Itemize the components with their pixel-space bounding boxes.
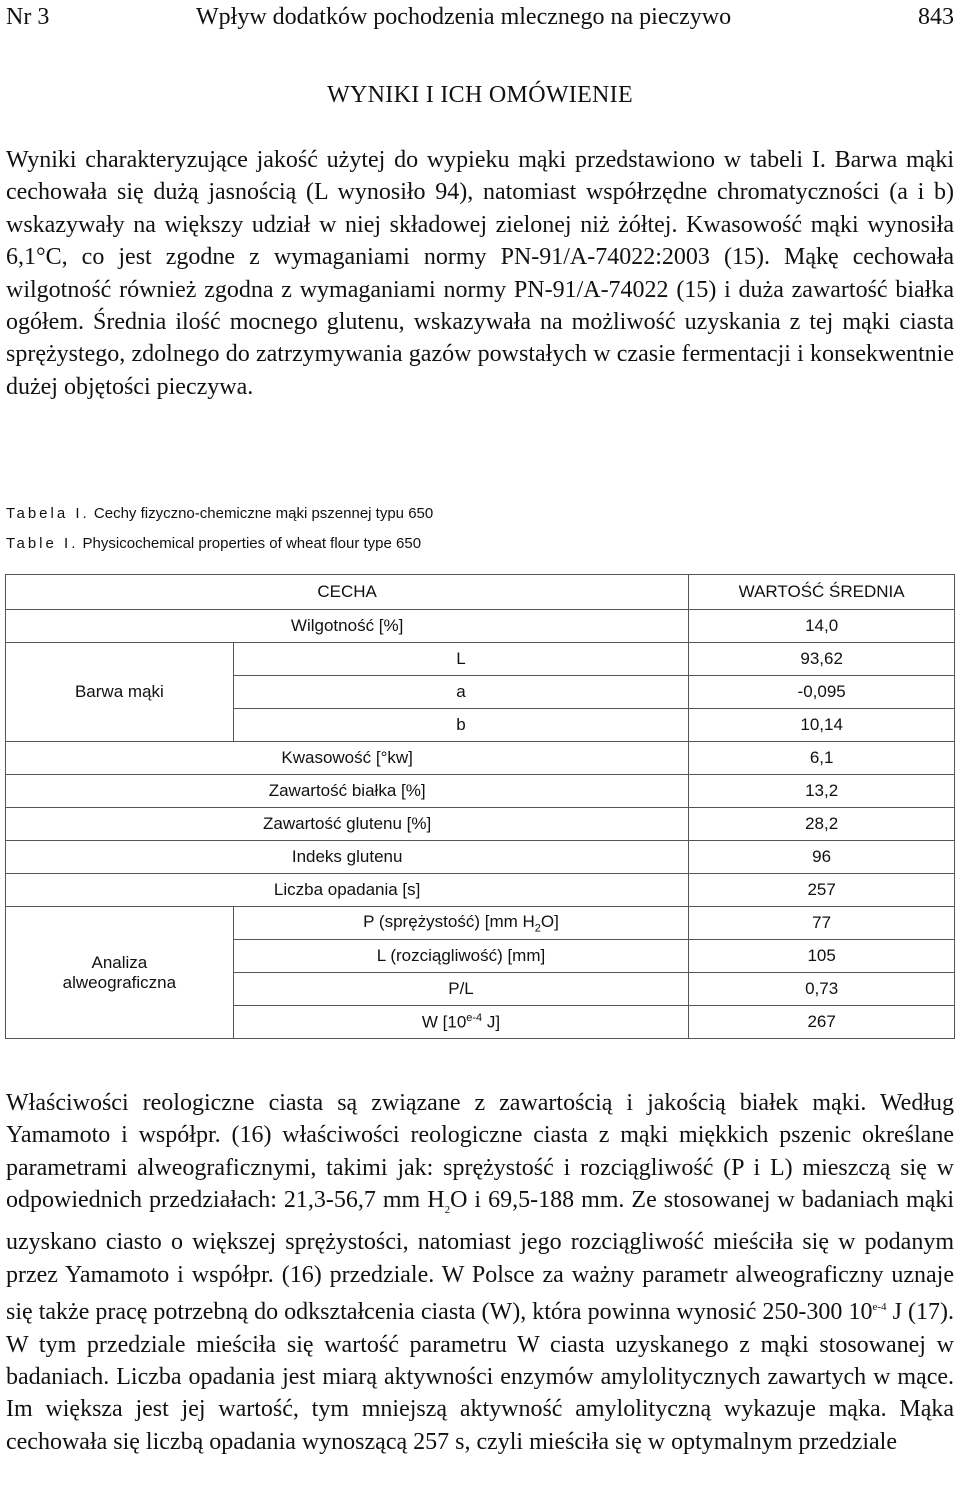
running-title: Wpływ dodatków pochodzenia mlecznego na pieczywo <box>196 4 732 30</box>
paragraph-text: Wyniki charakteryzujące jakość użytej do wypieku mąki przedstawiono w tabeli I. Barwa mąki cechowała się dużą jasnością (L wynosiło 94), natomiast współrzędne chromatyczności (a i b) wskazywały na większy udział w niej składowej zielonej niż żółtej. Kwasowość mąki wynosiła 6,1°C, co jest zgodne z wymaganiami normy PN-91/A-74022:2003 (15). Mąkę cechowała wilgotność również zgodna z wymaganiami normy PN-91/A-74022 (15) i duża zawartość białka ogółem. Średnia ilość mocnego glutenu, wskazywała na możliwość uzyskania z tej mąki ciasta sprężystego, zdolnego do zatrzymywania gazów powstałych w czasie fermentacji i konsekwentnie dużej objętości pieczywa. <box>6 147 954 400</box>
group-label-line: alweograficzna <box>62 972 177 992</box>
group-label-color: Barwa mąki <box>6 643 234 742</box>
row-label: b <box>233 709 689 742</box>
row-label: L <box>233 643 689 676</box>
row-label: Zawartość białka [%] <box>6 775 689 808</box>
section-title: WYNIKI I ICH OMÓWIENIE <box>327 82 633 108</box>
table-row <box>6 775 955 808</box>
group-label-alveograph <box>6 907 234 1039</box>
caption-text-pl: Cechy fizyczno-chemiczne mąki pszennej typu 650 <box>93 505 434 522</box>
row-value: 257 <box>689 874 955 907</box>
table-header-row <box>6 575 955 610</box>
row-value: 13,2 <box>689 775 955 808</box>
paragraph-text: Właściwości reologiczne ciasta są związane z zawartością i jakością białek mąki. Według Yamamoto i współpr. (16) właściwości reologiczne ciasta z mąki miękkich pszenic określane parametrami alweograficznymi, takimi jak: sprężystość i rozciągliwość (P i L) mieszczą się w odpowiednich przedziałach: 21,3-56,7 mm $H_2O$ i 69,5-188 mm. Ze stosowanej w badaniach mąki uzyskano ciasto o większej sprężystości, natomiast jego rozciągliwość mieściła się w podanym przez Yamamoto i współpr. (16) przedziale. W Polsce za ważny parametr alweograficzny uznaje się także pracę potrzebną do odkształcenia ciasta (W), która powinna wynosić 250-300 10$^{e-4}$ J (17). W tym przedziale mieściła się wartość parametru W ciasta uzyskanego z mąki stosowanej w badaniach. Liczba opadania jest miarą aktywności enzymów amylolitycznych zawartych w mące. Im większa jest jej wartość, tym mniejszą aktywność amylolityczną wykazuje mąka. Mąka cechowała się liczbą opadania wynoszącą 257 s, czyli mieściła się w optymalnym przedziale <box>6 1090 955 1455</box>
table-caption-en <box>6 535 421 552</box>
table-caption-pl <box>6 505 433 522</box>
caption-text-en: Physicochemical properties of wheat flour type 650 <box>82 535 422 552</box>
row-label: P (sprężystość) [mm $H_2O$] <box>233 907 689 940</box>
row-value: 267 <box>689 1006 955 1039</box>
row-value: 96 <box>689 841 955 874</box>
table-row <box>6 907 955 940</box>
header-value: WARTOŚĆ ŚREDNIA <box>689 575 955 610</box>
issue-number: Nr 3 <box>6 4 50 30</box>
table-row <box>6 874 955 907</box>
caption-label-en: Table I. <box>6 535 79 552</box>
row-value: 14,0 <box>689 610 955 643</box>
row-label: W [10$^{e-4}$ J] <box>233 1006 689 1039</box>
table-row <box>6 841 955 874</box>
row-value: 6,1 <box>689 742 955 775</box>
row-value: 28,2 <box>689 808 955 841</box>
row-label: L (rozciągliwość) [mm] <box>233 940 689 973</box>
page-number: 843 <box>918 4 954 30</box>
row-value: 0,73 <box>689 973 955 1006</box>
table-row <box>6 643 955 676</box>
table-row <box>6 742 955 775</box>
running-header <box>6 4 954 34</box>
table-row <box>6 610 955 643</box>
group-label-line: Analiza <box>91 952 148 972</box>
caption-label-pl: Tabela I. <box>6 505 90 522</box>
row-value: -0,095 <box>689 676 955 709</box>
flour-properties-table <box>5 574 955 1039</box>
header-feature: CECHA <box>6 575 689 610</box>
row-label: a <box>233 676 689 709</box>
paragraph-rheology <box>6 1087 954 1458</box>
row-value: 105 <box>689 940 955 973</box>
row-value: 10,14 <box>689 709 955 742</box>
row-value: 93,62 <box>689 643 955 676</box>
row-label: Kwasowość [°kw] <box>6 742 689 775</box>
paragraph-results-intro <box>6 144 954 403</box>
row-label: P/L <box>233 973 689 1006</box>
row-label: Liczba opadania [s] <box>6 874 689 907</box>
row-label: Wilgotność [%] <box>6 610 689 643</box>
row-value: 77 <box>689 907 955 940</box>
table-row <box>6 808 955 841</box>
row-label: Indeks glutenu <box>6 841 689 874</box>
row-label: Zawartość glutenu [%] <box>6 808 689 841</box>
